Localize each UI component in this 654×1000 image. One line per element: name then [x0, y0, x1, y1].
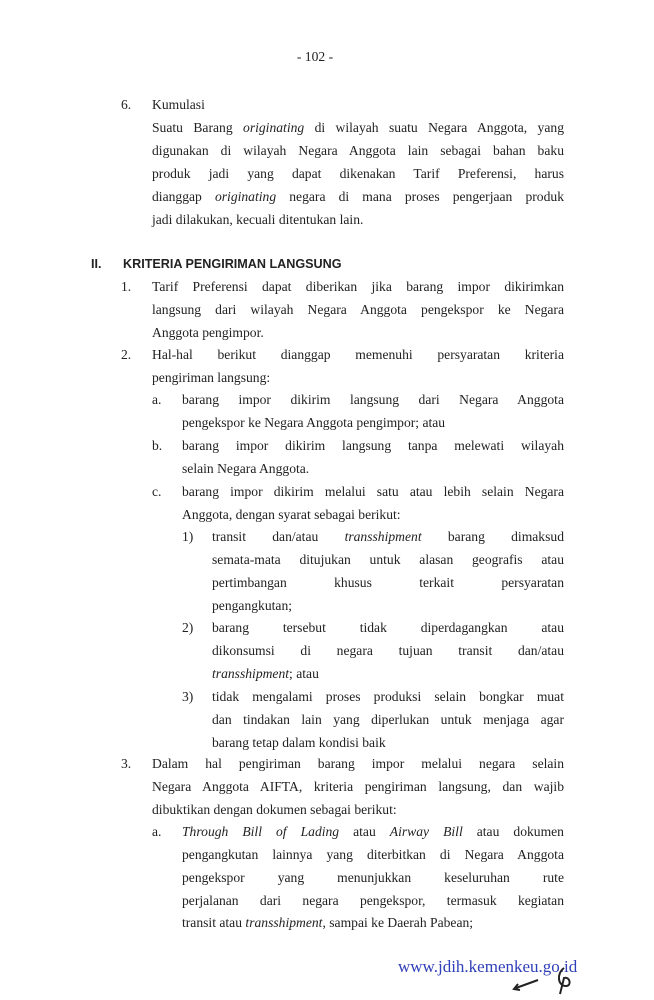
- item-1-line-3: Anggota pengimpor.: [152, 325, 264, 340]
- item-2a-line-1: barang impor dikirim langsung dari Negara Anggota: [182, 392, 564, 407]
- item-1-number: 1.: [121, 279, 132, 294]
- item-6-line-2: digunakan di wilayah Negara Anggota lain sebagai bahan baku: [152, 143, 564, 158]
- item-2a-line-2: pengekspor ke Negara Anggota pengimpor; atau: [182, 415, 446, 430]
- section-2-number: II.: [91, 257, 102, 271]
- item-2c-2-line-3: transshipment; atau: [212, 666, 319, 681]
- item-2c-3-line-3: barang tetap dalam kondisi baik: [212, 735, 386, 750]
- page-number: - 102 -: [296, 49, 334, 64]
- item-3a-line-3: pengekspor yang menunjukkan keseluruhan rute: [182, 870, 564, 885]
- item-3a-line-4: perjalanan dari negara pengekspor, termasuk kegiatan: [182, 893, 564, 908]
- item-2b-number: b.: [152, 438, 163, 453]
- item-2c-line-2: Anggota, dengan syarat sebagai berikut:: [182, 507, 401, 522]
- item-3-line-2: Negara Anggota AIFTA, kriteria pengiriman langsung, dan wajib: [152, 779, 564, 794]
- item-2-number: 2.: [121, 347, 132, 362]
- item-3a-line-5: transit atau transshipment, sampai ke Daerah Pabean;: [182, 915, 474, 930]
- item-6-line-5: jadi dilakukan, kecuali ditentukan lain.: [152, 212, 364, 227]
- item-2c-3-number: 3): [182, 689, 194, 704]
- item-3-line-3: dibuktikan dengan dokumen sebagai berikut:: [152, 802, 397, 817]
- item-2b-line-2: selain Negara Anggota.: [182, 461, 310, 476]
- item-2c-1-line-4: pengangkutan;: [212, 598, 293, 613]
- item-2c-2-number: 2): [182, 620, 194, 635]
- item-3a-line-2: pengangkutan lainnya yang diterbitkan di Negara Anggota: [182, 847, 564, 862]
- item-1-line-1: Tarif Preferensi dapat diberikan jika barang impor dikirimkan: [152, 279, 564, 294]
- signature-mark: [508, 962, 588, 998]
- item-2c-2-line-1: barang tersebut tidak diperdagangkan atau: [212, 620, 564, 635]
- item-2-line-2: pengiriman langsung:: [152, 370, 271, 385]
- item-2c-1-line-3: pertimbangan khusus terkait persyaratan: [212, 575, 564, 590]
- item-2-line-1: Hal-hal berikut dianggap memenuhi persyaratan kriteria: [152, 347, 564, 362]
- item-2c-number: c.: [152, 484, 162, 499]
- item-2c-1-line-1: transit dan/atau transshipment barang dimaksud: [212, 529, 564, 544]
- item-6-line-1: Suatu Barang originating di wilayah suatu Negara Anggota, yang: [152, 120, 564, 135]
- item-1-line-2: langsung dari wilayah Negara Anggota pengekspor ke Negara: [152, 302, 564, 317]
- item-3-line-1: Dalam hal pengiriman barang impor melalui negara selain: [152, 756, 564, 771]
- item-2c-line-1: barang impor dikirim melalui satu atau lebih selain Negara: [182, 484, 564, 499]
- item-2c-3-line-1: tidak mengalami proses produksi selain bongkar muat: [212, 689, 564, 704]
- item-3a-line-1: Through Bill of Lading atau Airway Bill atau dokumen: [182, 824, 564, 839]
- item-6-line-3: produk jadi yang dapat dikenakan Tarif Preferensi, harus: [152, 166, 564, 181]
- item-6-number: 6.: [121, 97, 132, 112]
- item-2b-line-1: barang impor dikirim langsung tanpa melewati wilayah: [182, 438, 564, 453]
- item-2c-2-line-2: dikonsumsi di negara tujuan transit dan/atau: [212, 643, 564, 658]
- section-2-title: KRITERIA PENGIRIMAN LANGSUNG: [123, 257, 342, 271]
- item-3a-number: a.: [152, 824, 162, 839]
- item-2a-number: a.: [152, 392, 162, 407]
- footer-url[interactable]: www.jdih.kemenkeu.go.id: [398, 957, 578, 976]
- item-2c-1-line-2: semata-mata ditujukan untuk alasan geografis atau: [212, 552, 564, 567]
- item-6-line-4: dianggap originating negara di mana proses pengerjaan produk: [152, 189, 564, 204]
- item-2c-1-number: 1): [182, 529, 194, 544]
- item-3-number: 3.: [121, 756, 132, 771]
- item-6-title: Kumulasi: [152, 97, 205, 112]
- item-2c-3-line-2: dan tindakan lain yang diperlukan untuk menjaga agar: [212, 712, 564, 727]
